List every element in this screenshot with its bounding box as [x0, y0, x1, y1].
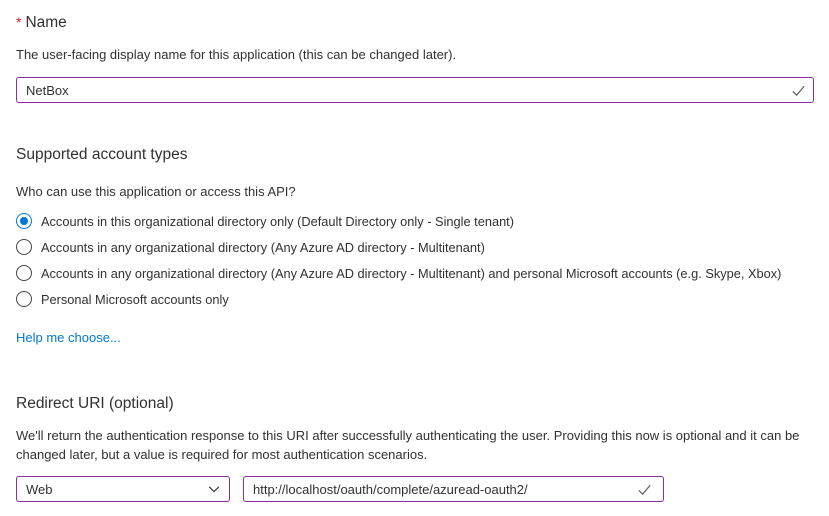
checkmark-icon	[790, 82, 806, 98]
radio-unselected-icon[interactable]	[16, 291, 32, 307]
redirect-uri-input[interactable]	[243, 476, 664, 502]
redirect-uri-section	[16, 394, 814, 502]
name-description: The user-facing display name for this application (this can be changed later).	[16, 47, 457, 62]
radio-option-label: Personal Microsoft accounts only	[41, 291, 229, 307]
account-types-question: Who can use this application or access this API?	[16, 184, 296, 199]
name-input-wrap	[16, 77, 814, 103]
radio-option-multitenant-personal[interactable]	[16, 260, 814, 286]
name-section-title	[16, 12, 814, 33]
radio-option-label: Accounts in this organizational directory only (Default Directory only - Single tenant)	[41, 213, 514, 229]
redirect-uri-title: Redirect URI (optional)	[16, 395, 174, 412]
platform-select-value: Web	[26, 481, 53, 497]
radio-unselected-icon[interactable]	[16, 265, 32, 281]
name-section	[16, 12, 814, 103]
platform-select-wrap	[16, 476, 230, 502]
radio-unselected-icon[interactable]	[16, 239, 32, 255]
radio-selected-icon[interactable]	[16, 213, 32, 229]
radio-option-personal-only[interactable]	[16, 286, 814, 312]
redirect-uri-input-wrap	[243, 476, 664, 502]
account-type-radio-group	[16, 208, 814, 312]
radio-option-label: Accounts in any organizational directory (Any Azure AD directory - Multitenant) and personal Microsoft accounts (e.g. Skype, Xbox)	[41, 265, 782, 281]
account-types-title: Supported account types	[16, 146, 188, 163]
radio-option-multitenant[interactable]	[16, 234, 814, 260]
supported-account-types-section	[16, 145, 814, 347]
help-me-choose-link[interactable]: Help me choose...	[16, 330, 121, 345]
required-asterisk: *	[16, 14, 22, 30]
name-input[interactable]	[16, 77, 814, 103]
redirect-uri-description: We'll return the authentication response to this URI after successfully authenticating the user. Providing this now is optional and it can be changed later, but a value is required for most authentication scenarios.	[16, 428, 800, 462]
redirect-uri-row	[16, 476, 814, 502]
platform-select[interactable]	[16, 476, 230, 502]
radio-option-single-tenant[interactable]	[16, 208, 814, 234]
radio-option-label: Accounts in any organizational directory (Any Azure AD directory - Multitenant)	[41, 239, 485, 255]
name-section-title-text: Name	[25, 14, 67, 31]
checkmark-icon	[636, 481, 652, 497]
